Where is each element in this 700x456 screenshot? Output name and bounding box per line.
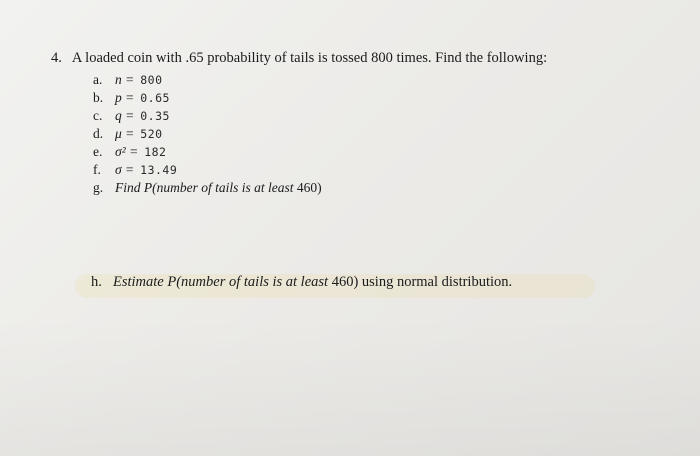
item-expression: σ = [115,162,135,177]
item-text: Find P(number of tails is at least [115,180,294,195]
item-label: c. [93,108,103,123]
item-f [93,162,177,178]
item-g [93,180,322,196]
item-label: e. [93,144,103,159]
item-value: 460) [296,180,322,195]
handwritten-answer: 13.49 [140,163,178,177]
handwritten-answer: 800 [140,73,163,87]
item-text: Estimate P(number of tails is at least [113,274,329,290]
item-expression: σ² = [115,144,139,159]
item-h [91,274,512,291]
item-label: f. [93,162,101,177]
item-expression: n = [115,72,135,87]
item-label: h. [91,274,102,290]
handwritten-answer: 182 [144,145,167,159]
item-label: a. [93,72,103,87]
item-label: b. [93,90,104,105]
item-e [93,144,166,160]
item-value: 460) using normal distribution. [331,274,513,290]
handwritten-answer: 0.65 [140,91,170,105]
question-heading [51,50,547,67]
handwritten-answer: 520 [140,127,163,141]
item-expression: q = [115,108,135,123]
item-label: g. [93,180,104,195]
lighting-shade [0,316,700,456]
item-b [93,90,170,106]
handwritten-answer: 0.35 [140,109,170,123]
question-text: A loaded coin with .65 probability of tails is tossed 800 times. Find the following: [71,50,548,66]
item-a [93,72,163,88]
item-c [93,108,170,124]
item-expression: p = [115,90,135,105]
question-number: 4. [51,50,62,66]
item-expression: μ = [115,126,135,141]
item-label: d. [93,126,104,141]
item-d [93,126,163,142]
